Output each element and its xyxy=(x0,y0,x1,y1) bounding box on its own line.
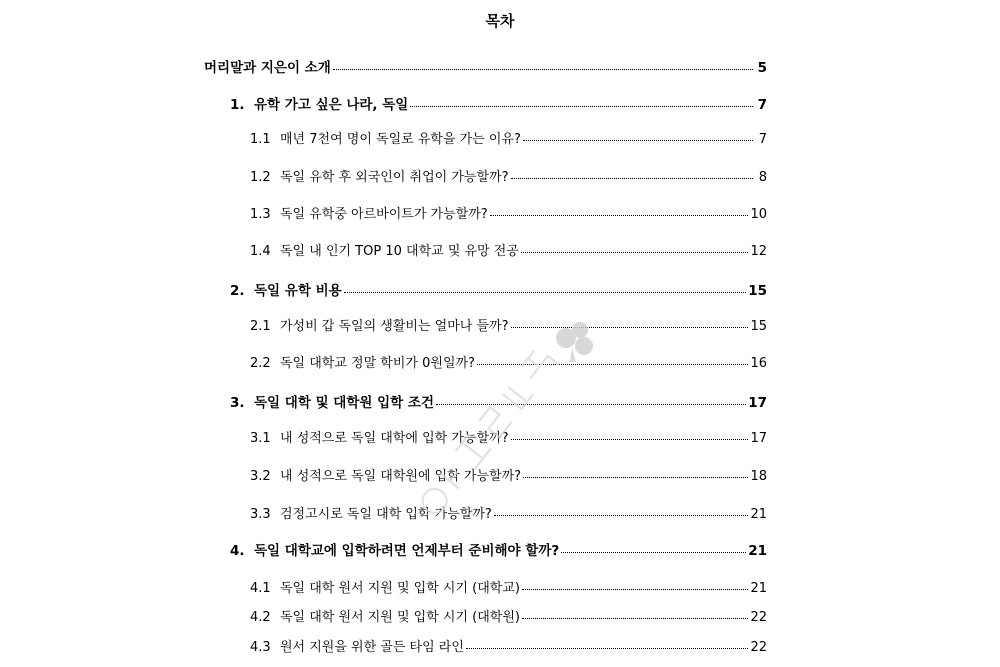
toc-entry-section-4-3[interactable] xyxy=(250,636,767,660)
toc-entry-label: 머리말과 지은이 소개 xyxy=(204,60,331,76)
toc-entry-section-4-1[interactable] xyxy=(250,577,767,601)
toc-leader xyxy=(333,69,753,70)
toc-leader xyxy=(522,618,748,619)
toc-entry-chapter-4[interactable] xyxy=(230,539,767,563)
toc-entry-number: 1.4 xyxy=(250,244,271,259)
toc-entry-section-1-2[interactable] xyxy=(250,166,767,190)
toc-leader xyxy=(436,404,746,405)
toc-page-number: 7 xyxy=(758,132,767,147)
toc-entry-number: 2.2 xyxy=(250,356,271,371)
toc-page-number: 22 xyxy=(750,610,767,625)
toc-page-number: 17 xyxy=(748,395,767,411)
toc-entry-label: 내 성적으로 독일 대학에 입학 가능할까? xyxy=(280,431,509,446)
toc-entry-section-3-2[interactable] xyxy=(250,465,767,489)
toc-leader xyxy=(466,648,749,649)
toc-page-number: 8 xyxy=(758,170,767,185)
toc-entry-label: 가성비 갑 독일의 생활비는 얼마나 들까? xyxy=(280,319,509,334)
toc-entry-preface[interactable] xyxy=(204,56,767,80)
toc-entry-number: 3. xyxy=(230,395,245,411)
toc-entry-label: 독일 유학 후 외국인이 취업이 가능할까? xyxy=(280,170,509,185)
toc-leader xyxy=(561,552,746,553)
toc-page-number: 21 xyxy=(748,543,767,559)
toc-page-number: 15 xyxy=(748,283,767,299)
toc-leader xyxy=(523,140,753,141)
toc-page-number: 5 xyxy=(757,60,767,76)
toc-entry-label: 독일 유학 비용 xyxy=(254,283,342,299)
toc-entry-label: 내 성적으로 독일 대학원에 입학 가능할까? xyxy=(280,469,522,484)
toc-leader xyxy=(494,515,749,516)
toc-entry-chapter-2[interactable] xyxy=(230,279,767,303)
toc-page-number: 17 xyxy=(750,431,767,446)
toc-page-number: 7 xyxy=(757,97,767,113)
toc-entry-section-1-4[interactable] xyxy=(250,240,767,264)
toc-leader xyxy=(511,178,754,179)
toc-entry-label: 독일 유학중 아르바이트가 가능할까? xyxy=(280,207,488,222)
toc-entry-section-3-1[interactable] xyxy=(250,427,767,451)
toc-entry-number: 1. xyxy=(230,97,245,113)
toc-entry-label: 독일 대학교에 입학하려면 언제부터 준비해야 할까? xyxy=(254,543,560,559)
toc-leader xyxy=(477,364,748,365)
toc-page-number: 22 xyxy=(750,640,767,655)
toc-entry-chapter-3[interactable] xyxy=(230,391,767,415)
toc-page-number: 12 xyxy=(750,244,767,259)
toc-leader xyxy=(344,292,747,293)
toc-entry-section-2-1[interactable] xyxy=(250,315,767,339)
toc-entry-label: 원서 지원을 위한 골든 타임 라인 xyxy=(280,640,464,655)
toc-entry-label: 검정고시로 독일 대학 입학 가능할까? xyxy=(280,507,492,522)
toc-page-number: 10 xyxy=(750,207,767,222)
toc-leader xyxy=(523,477,748,478)
toc-entry-number: 1.2 xyxy=(250,170,271,185)
toc-entry-label: 독일 대학 원서 지원 및 입학 시기 (대학교) xyxy=(280,581,520,596)
toc-entry-number: 4.2 xyxy=(250,610,271,625)
toc-leader xyxy=(511,439,749,440)
toc-leader xyxy=(410,106,753,107)
toc-entry-number: 3.3 xyxy=(250,507,271,522)
toc-entry-section-3-3[interactable] xyxy=(250,503,767,527)
toc-entry-number: 2.1 xyxy=(250,319,271,334)
toc-entry-label: 독일 대학교 정말 학비가 0원일까? xyxy=(280,356,475,371)
toc-leader xyxy=(522,589,748,590)
toc-entry-number: 3.1 xyxy=(250,431,271,446)
toc-entry-section-2-2[interactable] xyxy=(250,352,767,376)
toc-entry-label: 독일 대학 원서 지원 및 입학 시기 (대학원) xyxy=(280,610,520,625)
toc-entry-number: 4.3 xyxy=(250,640,271,655)
toc-page-number: 21 xyxy=(750,581,767,596)
toc-entry-label: 매년 7천여 명이 독일로 유학을 가는 이유? xyxy=(280,132,521,147)
toc-entry-section-1-1[interactable] xyxy=(250,128,767,152)
toc-page-number: 21 xyxy=(750,507,767,522)
toc-leader xyxy=(511,327,749,328)
toc-entry-chapter-1[interactable] xyxy=(230,93,767,117)
toc-entry-label: 독일 내 인기 TOP 10 대학교 및 유망 전공 xyxy=(280,244,519,259)
toc-entry-section-1-3[interactable] xyxy=(250,203,767,227)
toc-entry-section-4-2[interactable] xyxy=(250,606,767,630)
toc-entry-number: 3.2 xyxy=(250,469,271,484)
toc-entry-number: 1.3 xyxy=(250,207,271,222)
toc-leader xyxy=(490,215,749,216)
toc-entry-number: 4. xyxy=(230,543,245,559)
toc-entry-number: 2. xyxy=(230,283,245,299)
toc-leader xyxy=(521,252,749,253)
toc-entry-label: 독일 대학 및 대학원 입학 조건 xyxy=(254,395,434,411)
toc-title: 목차 xyxy=(485,12,515,30)
toc-entry-label: 유학 가고 싶은 나라, 독일 xyxy=(254,97,409,113)
toc-page-number: 15 xyxy=(750,319,767,334)
toc-entry-number: 1.1 xyxy=(250,132,271,147)
toc-page-number: 18 xyxy=(750,469,767,484)
toc-page-number: 16 xyxy=(750,356,767,371)
toc-entry-number: 4.1 xyxy=(250,581,271,596)
